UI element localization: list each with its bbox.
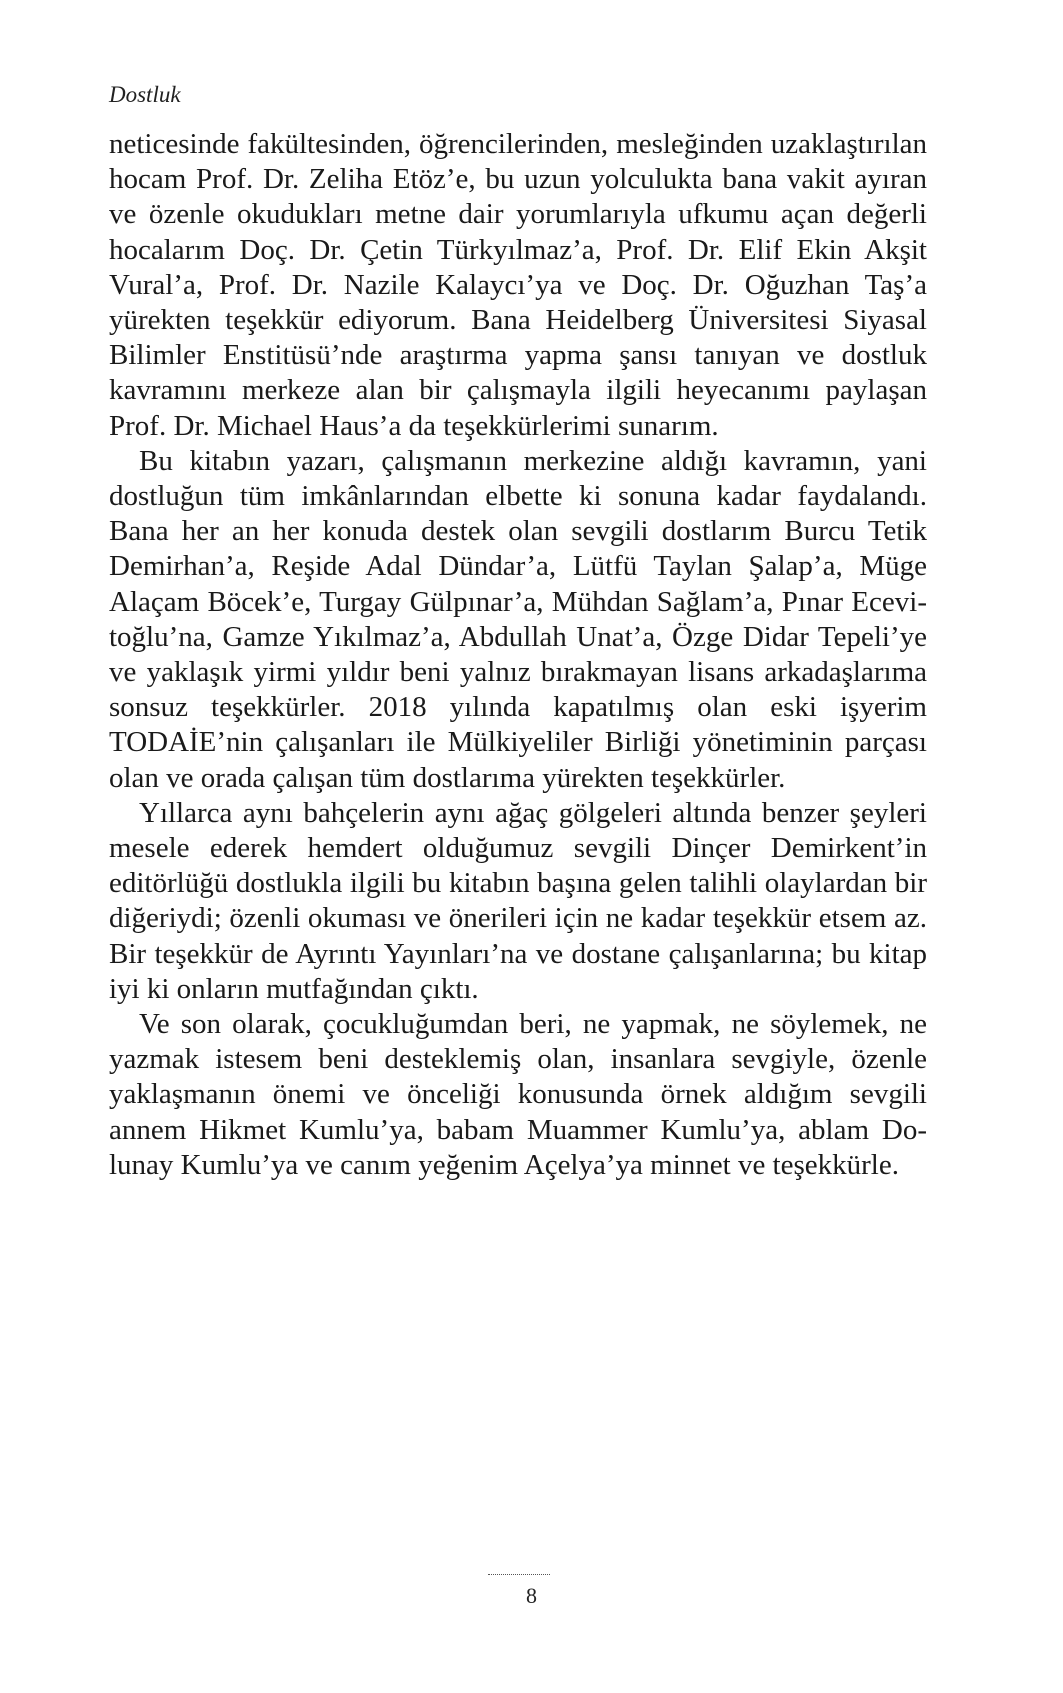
page-number: 8 [526,1583,537,1608]
page-number-rule [488,1574,550,1575]
paragraph: Yıllarca aynı bahçelerin aynı ağaç gölgeleri altında benzer şeyleri mesele ederek hemdert olduğumuz sevgili Dinçer Demirkent’in editörlüğü dostlukla ilgili bu kitabın başına gelen talihli olaylardan bir diğeriydi; özenli okuması ve önerileri için ne kadar teşekkür etsem az. Bir teşekkür de Ayrıntı Yayınları’na ve dostane çalışanlarına; bu kitap iyi ki onların mutfağından çıktı. [109,796,927,1005]
paragraph: Bu kitabın yazarı, çalışmanın merkezine aldığı kavramın, yani dostluğun tüm imkânlarından elbette ki sonuna kadar faydalandı. Bana her an her konuda destek olan sevgili dostlarım Burcu Tetik Demirhan’a, Reşide Adal Dündar’a, Lütfü Taylan Şalap’a, Müge Alaçam Böcek’e, Turgay Gülpınar’a, Mühdan Sağlam’a, Pınar Ecevitoğlu’na, Gamze Yıkılmaz’a, Abdullah Unat’a, Özge Didar Tepeli’ye ve yaklaşık yirmi yıldır beni yalnız bırakmayan lisans arkadaşlarıma sonsuz teşekkürler. 2018 yılında kapatılmış olan eski işyerim TODAİE’nin çalışanları ile Mülkiyeliler Birliği yönetiminin parçası olan ve orada çalışan tüm dostlarıma yürekten teşekkürler. [109,444,927,794]
body-text [109,127,927,1183]
paragraph: Ve son olarak, çocukluğumdan beri, ne yapmak, ne söylemek, ne yazmak istesem beni desteklemiş olan, insanlara sevgiyle, özenle yaklaşmanın önemi ve önceliği konusunda örnek aldığım sevgili annem Hikmet Kumlu’ya, babam Muammer Kumlu’ya, ablam Dolunay Kumlu’ya ve canım yeğenim Açelya’ya minnet ve teşekkürle. [109,1008,927,1181]
running-head: Dostluk [109,82,181,107]
paragraph-continued: neticesinde fakültesinden, öğrencilerinden, mesleğinden uzaklaştırılan hocam Prof. Dr. Zeliha Etöz’e, bu uzun yolculukta bana vakit ayıran ve özenle okudukları metne dair yorumlarıyla ufkumu açan değerli hocalarım Doç. Dr. Çetin Türkyılmaz’a, Prof. Dr. Elif Ekin Akşit Vural’a, Prof. Dr. Nazile Kalaycı’ya ve Doç. Dr. Oğuzhan Taş’a yürekten teşekkür ediyorum. Bana Heidelberg Üniversitesi Siyasal Bilimler Enstitüsü’nde araştırma yapma şansı tanıyan ve dostluk kavramını merkeze alan bir çalışmayla ilgili heyecanımı paylaşan Prof. Dr. Michael Haus’a da teşekkürlerimi sunarım. [109,128,927,442]
